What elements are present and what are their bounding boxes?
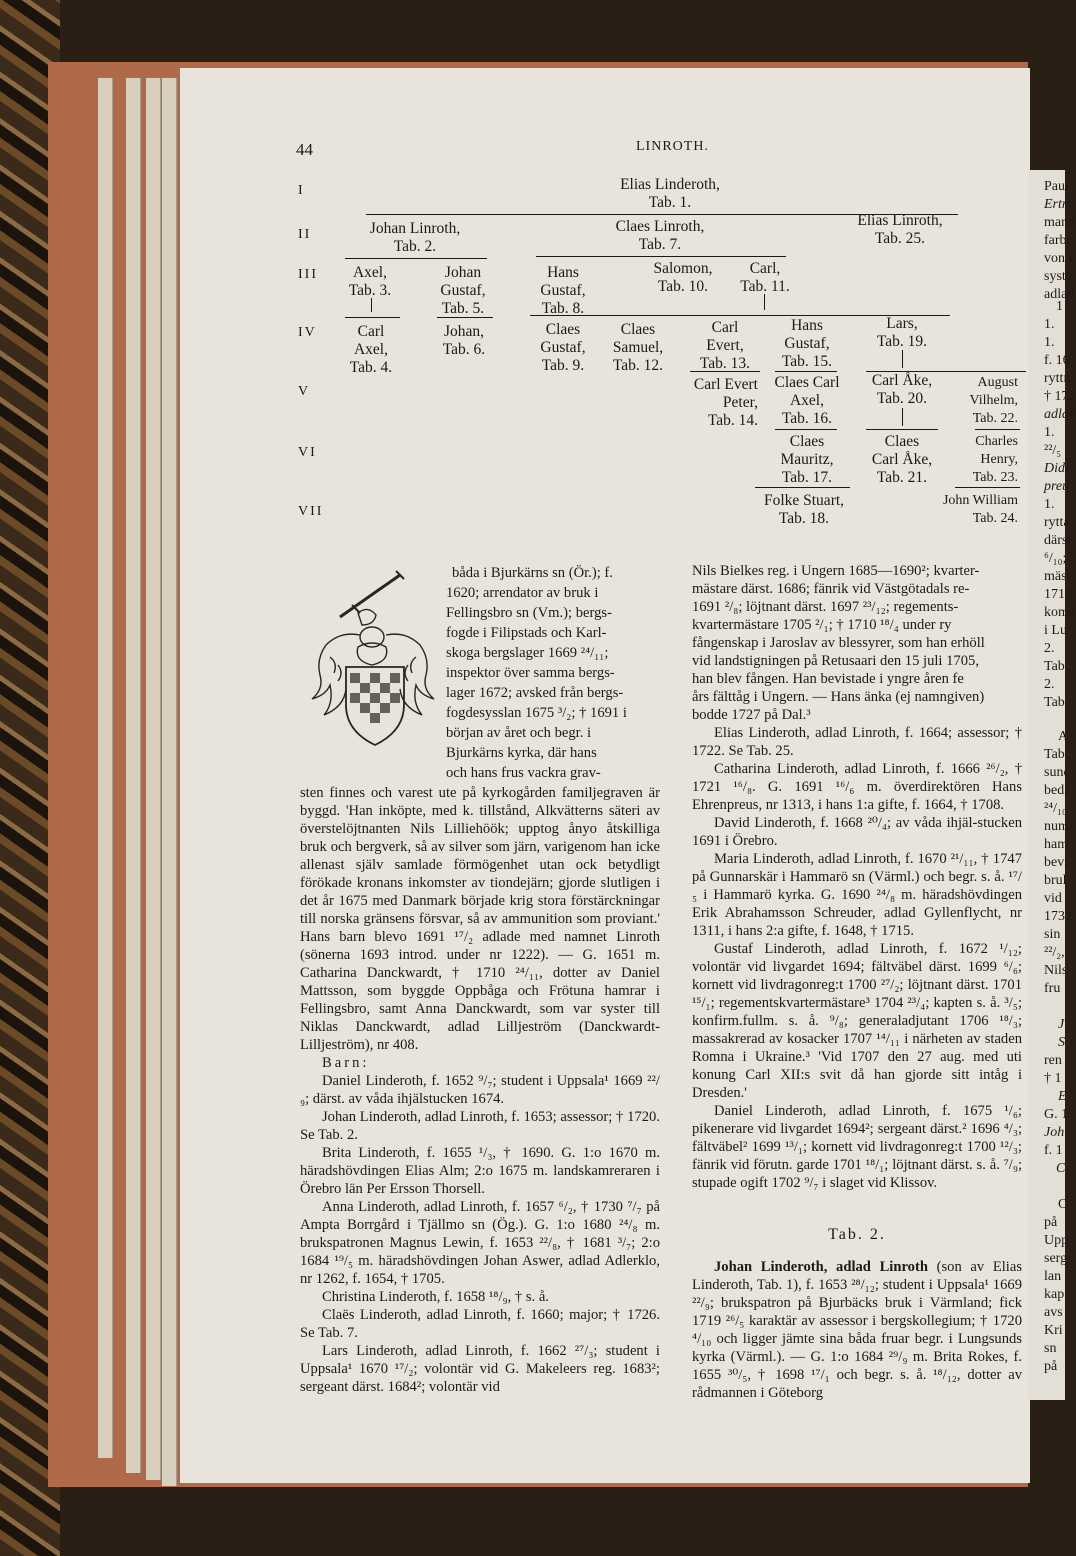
tree-line <box>764 294 765 310</box>
text-line: års fälttåg i Ungern. — Hans änka (ej namngiven) <box>692 689 985 705</box>
margin-fragment: mann <box>1044 215 1076 230</box>
margin-fragment: Kri <box>1044 1323 1063 1338</box>
tree-node: Carl Åke, Tab. 20. <box>871 372 933 407</box>
coat-of-arms-image <box>300 565 450 755</box>
margin-fragment: farbr <box>1044 233 1072 248</box>
margin-fragment: C <box>1056 1161 1066 1176</box>
tree-line <box>536 256 786 257</box>
margin-fragment: ²²/₂, <box>1044 945 1065 960</box>
tree-node: Lars, Tab. 19. <box>876 315 928 350</box>
margin-fragment: C <box>1058 1197 1068 1212</box>
text-line: början av året och begr. i <box>446 725 592 741</box>
margin-fragment: Tab. <box>1044 747 1069 762</box>
tree-node: Claes Linroth, Tab. 7. <box>615 218 705 253</box>
tree-node: Charles Henry, Tab. 23. <box>972 434 1018 485</box>
child-entry: Christina Linderoth, f. 1658 ¹⁸/₉, † s. å. <box>322 1289 549 1305</box>
tree-line <box>902 350 903 368</box>
tree-line <box>690 371 760 372</box>
page-number: 44 <box>296 140 313 159</box>
margin-fragment: num <box>1044 819 1069 834</box>
margin-fragment: mäst <box>1044 569 1071 584</box>
margin-fragment: 1. <box>1044 317 1055 332</box>
generation-label: V <box>298 384 311 399</box>
margin-fragment: i Lu <box>1044 623 1067 638</box>
margin-fragment: Didr <box>1044 461 1071 476</box>
margin-fragment: ryttn <box>1044 371 1071 386</box>
text-line: han blev fången. Han bevistade i yngre åren fe <box>692 671 964 687</box>
margin-fragment: Nils <box>1044 963 1068 978</box>
margin-fragment: f. 16 <box>1044 353 1070 368</box>
tree-line <box>775 371 837 372</box>
margin-fragment: 1. <box>1044 425 1055 440</box>
text-line: inspektor över samma bergs- <box>446 665 615 681</box>
tree-node: Folke Stuart, Tab. 18. <box>763 492 845 527</box>
margin-fragment: därst <box>1044 533 1072 548</box>
right-column-body <box>692 562 1022 1402</box>
tree-line <box>775 429 837 430</box>
paragraph: (son av Elias Linderoth, Tab. 1), f. 1653 ²⁸/₁₂; student i Uppsala¹ 1669 ²²/₉; brukspatron på Bjurbäcks bruk i Värmland; fick 1719 ²⁶/₅ karaktär av assessor i bergskollegium; † 1720 ⁴/₁₀ och ligger jämte sina båda fruar begr. i Lungsunds kyrka (Värml.). — G. 1:o 1684 ²⁹/₉ m. Brita Rokes, f. 1655 ³⁰/₅, † 1698 ¹⁷/₁ och begr. s. å. ¹⁸/₁₂, dotter av rådmannen i Göteborg <box>692 1259 1022 1401</box>
text-line: båda i Bjurkärns sn (Ör.); f. <box>452 565 613 581</box>
margin-fragment: 2. <box>1044 677 1055 692</box>
margin-fragment: brul <box>1044 873 1067 888</box>
margin-fragment: † 172 <box>1044 389 1076 404</box>
tree-node: Carl Evert Peter, Tab. 14. <box>693 376 758 429</box>
text-line: och hans frus vackra grav- <box>446 765 601 781</box>
child-entry: Catharina Linderoth, adlad Linroth, f. 1666 ²⁶/₂, † 1721 ¹⁶/₈. G. 1691 ¹⁶/₆ m. överdirektören Hans Ehrenpreus, nr 1313, i hans 1:a gifte, f. 1664, † 1708. <box>692 761 1022 813</box>
text-line: fogde i Filipstads och Karl- <box>446 625 607 641</box>
margin-fragment: Upp <box>1044 1233 1069 1248</box>
margin-fragment: sn <box>1044 1341 1057 1356</box>
tree-node: Carl, Tab. 11. <box>740 260 790 295</box>
tree-node: Claes Gustaf, Tab. 9. <box>540 321 586 374</box>
margin-fragment: 1. <box>1044 335 1055 350</box>
tree-node: Elias Linderoth, Tab. 1. <box>620 176 720 211</box>
tree-node: Claes Carl Åke, Tab. 21. <box>871 433 933 486</box>
child-entry: Elias Linderoth, adlad Linroth, f. 1664; assessor; † 1722. Se Tab. 25. <box>692 725 1022 759</box>
margin-fragment: ²⁴/₁₀ <box>1044 801 1067 816</box>
margin-fragment: adlad <box>1044 287 1075 302</box>
text-line: vid landstigningen på Retusaari den 15 juli 1705, <box>692 653 979 669</box>
tree-node: Johan Linroth, Tab. 2. <box>369 220 461 255</box>
margin-fragment: 2. <box>1044 641 1055 656</box>
margin-fragment: adlad <box>1044 407 1076 422</box>
margin-fragment: Ertm <box>1044 197 1072 212</box>
child-entry: Claës Linderoth, adlad Linroth, f. 1660; major; † 1726. Se Tab. 7. <box>300 1307 660 1341</box>
tree-line <box>371 298 372 312</box>
margin-fragment: Paul <box>1044 179 1069 194</box>
generation-label: II <box>298 227 312 242</box>
page-stack <box>98 78 113 1458</box>
running-title: LINROTH. <box>636 139 709 154</box>
tree-node: Axel, Tab. 3. <box>348 264 392 299</box>
page-stack <box>126 78 141 1473</box>
margin-fragment: ren <box>1044 1053 1062 1068</box>
margin-fragment: A <box>1058 729 1069 744</box>
margin-fragment: 1 <box>1056 299 1063 314</box>
generation-label: IV <box>298 325 317 340</box>
tree-node: Carl Evert, Tab. 13. <box>699 319 751 372</box>
margin-fragment: sunc <box>1044 765 1070 780</box>
margin-fragment: ⁶/₁₀; <box>1044 551 1067 566</box>
margin-fragment: på <box>1044 1215 1058 1230</box>
tree-node: Johan, Tab. 6. <box>442 323 486 358</box>
text-line: 1620; arrendator av bruk i <box>446 585 599 601</box>
text-line: Fellingsbro sn (Vm.); bergs- <box>446 605 612 621</box>
child-entry: Anna Linderoth, adlad Linroth, f. 1657 ⁶/₂, † 1730 ⁷/₇ på Ampta Borrgård i Tjällmo sn (Ög.). G. 1:o 1680 ²⁴/₈ m. brukspatronen Magnus Lewin, f. 1653 ²²/₈, † 1681 ³/₇; 2:o 1684 ¹⁹/₅ m. häradshövdingen Johan Aswer, adlad Adlerklo, nr 1262, f. 1654, † 1705. <box>300 1199 660 1287</box>
margin-fragment: G. 1 <box>1044 1107 1069 1122</box>
tree-node: Hans Gustaf, Tab. 8. <box>540 264 586 317</box>
margin-fragment: ham <box>1044 837 1069 852</box>
margin-fragment: på <box>1044 1359 1058 1374</box>
tree-node: Salomon, Tab. 10. <box>653 260 713 295</box>
margin-fragment: J <box>1058 1017 1065 1032</box>
tree-node: Elias Linroth, Tab. 25. <box>857 212 943 247</box>
margin-fragment: fru <box>1044 981 1061 996</box>
tree-line <box>955 487 1020 488</box>
margin-fragment: S <box>1058 1035 1065 1050</box>
margin-fragment: f. 1 <box>1044 1143 1063 1158</box>
child-entry: Daniel Linderoth, f. 1652 ⁹/₇; student i Uppsala¹ 1669 ²²/₉; därst. av våda ihjälstucken 1674. <box>300 1073 660 1107</box>
margin-fragment: Tab. <box>1044 659 1069 674</box>
margin-fragment: lan <box>1044 1269 1062 1284</box>
child-entry: Daniel Linderoth, adlad Linroth, f. 1675 ¹/₆; pikenerare vid livgardet 1694²; sergeant därst.² 1696 ⁴/₃; fältväbel² 1699 ¹³/₁; kornett vid livdragonreg:t 1700 ¹²/₃; fänrik vid förutn. garde 1701 ¹⁸/₁; löjtnant därst. s. å. ⁷/₉; stupade ogift 1702 ⁹/₇ i slaget vid Klissov. <box>692 1103 1022 1191</box>
section-heading: Tab. 2. <box>828 1226 886 1243</box>
tree-line <box>975 429 1020 430</box>
margin-fragment: koms <box>1044 605 1075 620</box>
margin-fragment: avs <box>1044 1305 1063 1320</box>
child-entry: Brita Linderoth, f. 1655 ¹/₃, † 1690. G. 1:o 1670 m. häradshövdingen Elias Alm; 2:o 1675 m. landskamreraren i Örebro län Per Ersson Thorsell. <box>300 1145 660 1197</box>
tree-node: Johan Gustaf, Tab. 5. <box>440 264 486 317</box>
child-entry: Lars Linderoth, adlad Linroth, f. 1662 ²⁷/₃; student i Uppsala¹ 1670 ¹⁷/₂; volontär vid G. Makeleers reg. 1683²; sergeant därst. 1684²; volontär vid <box>300 1343 660 1395</box>
text-line: Bjurkärns kyrka, där hans <box>446 745 597 761</box>
margin-fragment: von I <box>1044 251 1074 266</box>
margin-fragment: 1. <box>1044 497 1055 512</box>
tree-node: Claes Samuel, Tab. 12. <box>612 321 664 374</box>
paragraph: sten finnes och varest ute på kyrkogården familjegraven är byggd. 'Han inköpte, med k. tillstånd, Alkvätterns säteri av överstelöjtnanten Nils Lilliehöök; upptog ånyo åtskilliga bruk och bergverk, så av silver som järn, varigenom han icke allenast själv samlade förmögenhet utan ock betydligt förökade kronans inkomster av tiondejärn; gjorde slutligen i det år 1675 med Danmark började krig stora förstärckningar till norska gränsens försvar, så av ammunition som proviant.' Hans barn blevo 1691 ¹⁷/₂ adlade med namnet Linroth (sönerna 1693 introd. under nr 1222). — G. 1651 m. Catharina Danckwardt, † 1710 ²⁴/₁₁, dotter av Daniel Mattsson, som byggde Oppbåga och Frötuna hamrar i Fellingsbro, samt Anna Danckwardt, som var syster till Niklas Danckwardt, adlad Lilljeström (Danckwardt-Lilljeström), nr 408. <box>300 785 660 1053</box>
tree-line <box>345 317 400 318</box>
margin-fragment: Tab. <box>1044 695 1069 710</box>
tree-node: August Vilhelm, Tab. 22. <box>969 375 1018 426</box>
generation-label: VI <box>298 445 317 460</box>
margin-fragment: syste <box>1044 269 1072 284</box>
generation-label: III <box>298 267 318 282</box>
margin-fragment: kap <box>1044 1287 1065 1302</box>
margin-fragment: rytta <box>1044 515 1070 530</box>
margin-fragment: serg <box>1044 1251 1068 1266</box>
child-entry: Maria Linderoth, adlad Linroth, f. 1670 ²¹/₁₁, † 1747 på Gunnarskär i Hammarö sn (Värml.) och begr. s. å. ¹⁷/₅ i Hammarö kyrka. G. 1690 ²⁴/₈ m. häradshövdingen Erik Abrahamsson Schreuder, adlad Gyllenflycht, nr 1311, i hans 2:a gifte, f. 1648, † 1715. <box>692 851 1022 939</box>
tree-line <box>755 487 850 488</box>
left-column-body <box>300 784 660 1396</box>
margin-fragment: E <box>1058 1089 1067 1104</box>
text-line: fogdesysslan 1675 ³/₂; † 1691 i <box>446 705 627 721</box>
margin-fragment: preu <box>1044 479 1070 494</box>
child-entry: Gustaf Linderoth, adlad Linroth, f. 1672 ¹/₁₂; volontär vid livgardet 1694; fältväbel därst. 1699 ⁶/₆; kornett vid livdragonreg:t 1700 ²⁷/₂; löjtnant därst. 1701 ¹⁵/₁; regementskvartermästare³ 1704 ²³/₄; kapten s. å. ³/₅; konfirm.fullm. s. å. ⁹/₈; generaladjutant 1706 ¹⁸/₃; massakrerad av kosacker 1707 ¹⁴/₁₁ i närheten av staden Romna i Ukraine.³ 'Vid 1707 den 27 aug. med uti konung Carl XII:s svit då han gjorde sitt intåg i Dresden.' <box>692 941 1022 1101</box>
text-line: lager 1672; avsked från bergs- <box>446 685 624 701</box>
text-line: fångenskap i Jaroslav av blessyrer, som han erhöll <box>692 635 985 651</box>
tree-node: Hans Gustaf, Tab. 15. <box>781 317 833 370</box>
margin-fragment: vid <box>1044 891 1062 906</box>
child-entry: David Linderoth, f. 1668 ²⁰/₄; av våda ihjäl-stucken 1691 i Örebro. <box>692 815 1022 849</box>
margin-fragment: 1719 <box>1044 587 1072 602</box>
children-heading: Barn: <box>322 1055 370 1071</box>
child-entry: Johan Linderoth, adlad Linroth, f. 1653; assessor; † 1720. Se Tab. 2. <box>300 1109 660 1143</box>
page-stack <box>162 78 177 1486</box>
margin-fragment: Joh <box>1044 1125 1065 1140</box>
text-line: bodde 1727 på Dal.³ <box>692 707 811 723</box>
text-line: skoga bergslager 1669 ²⁴/₁₁; <box>446 645 609 661</box>
margin-fragment: bedi <box>1044 783 1069 798</box>
page-stack <box>146 78 161 1480</box>
tree-node: Claes Carl Axel, Tab. 16. <box>774 374 840 427</box>
margin-fragment: bevi <box>1044 855 1069 870</box>
margin-fragment: sin <box>1044 927 1061 942</box>
text-line: kvartermästare 1705 ²/₁; † 1710 ¹⁸/₄ under ry <box>692 617 952 633</box>
tree-line <box>902 408 903 426</box>
text-line: 1691 ²/₈; löjtnant därst. 1697 ²³/₁₂; regements- <box>692 599 959 615</box>
text-line: mästare därst. 1686; fänrik vid Västgötadals re- <box>692 581 970 597</box>
tree-line <box>866 429 938 430</box>
tree-node: John William Tab. 24. <box>942 493 1018 526</box>
tree-line <box>345 258 487 259</box>
generation-label: VII <box>298 504 324 519</box>
tree-line <box>437 317 493 318</box>
tree-node: Carl Axel, Tab. 4. <box>349 323 393 376</box>
generation-label: I <box>298 183 305 198</box>
person-name: Johan Linderoth, adlad Linroth <box>714 1259 928 1275</box>
margin-fragment: ²²/₅ <box>1044 443 1062 458</box>
text-line: Nils Bielkes reg. i Ungern 1685—1690²; kvarter- <box>692 563 980 579</box>
margin-fragment: † 1 <box>1044 1071 1062 1086</box>
tree-node: Claes Mauritz, Tab. 17. <box>780 433 834 486</box>
margin-fragment: 1732 <box>1044 909 1072 924</box>
